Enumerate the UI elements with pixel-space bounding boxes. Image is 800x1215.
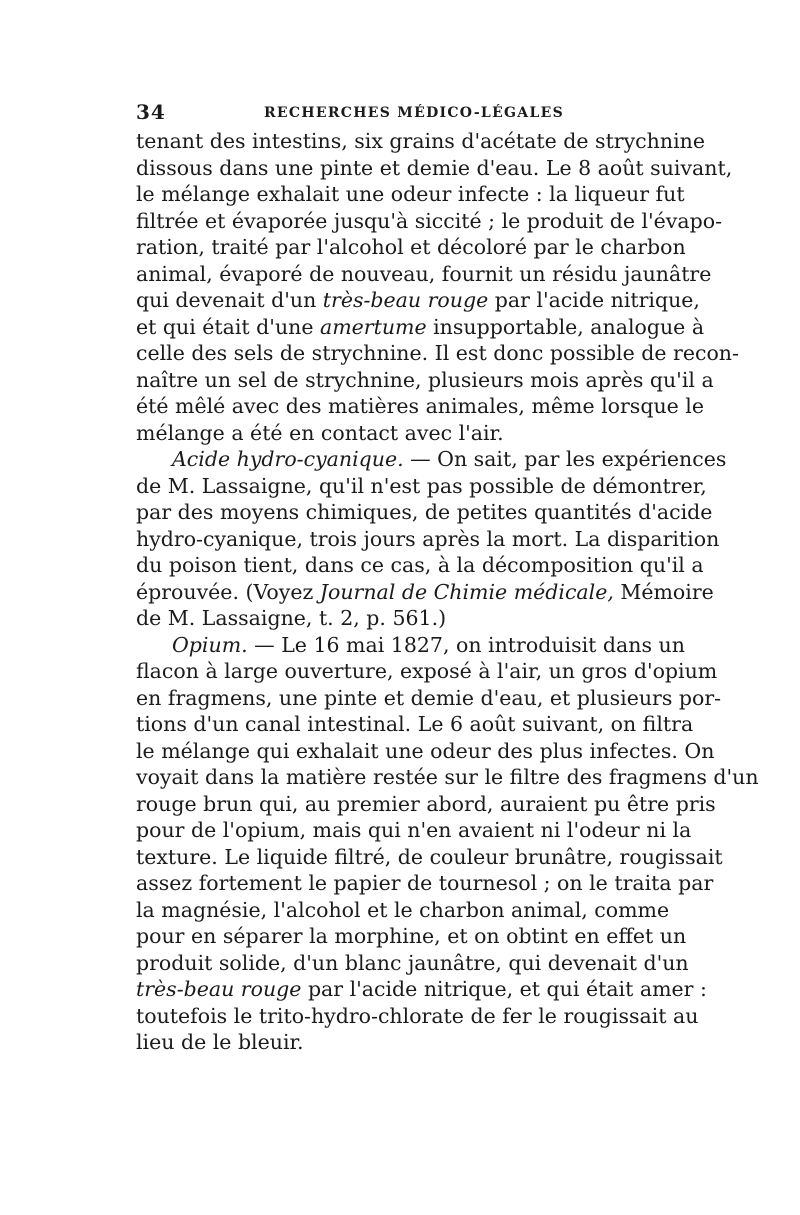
text-line: flacon à large ouverture, exposé à l'air, un gros d'opium <box>136 659 718 683</box>
text-line: naître un sel de strychnine, plusieurs mois après qu'il a <box>136 367 714 392</box>
text-line: la magnésie, l'alcohol et le charbon animal, comme <box>136 897 670 922</box>
text-line: Acide hydro-cyanique. — On sait, par les expériences <box>172 447 727 471</box>
text-line: dissous dans une pinte et demie d'eau. Le 8 août suivant, <box>136 155 733 180</box>
text-line: produit solide, d'un blanc jaunâtre, qui devenait d'un <box>136 950 689 975</box>
text-line: qui devenait d'un très-beau rouge par l'acide nitrique, <box>136 288 700 312</box>
text-line: toutefois le trito-hydro-chlorate de fer le rougissait au <box>136 1003 699 1028</box>
text-line: animal, évaporé de nouveau, fournit un résidu jaunâtre <box>136 261 712 286</box>
emphasis: amertume <box>320 314 427 339</box>
emphasis: très-beau rouge <box>322 288 489 312</box>
section-heading-acide-hydro-cyanique: Acide hydro-cyanique. <box>172 447 404 471</box>
text-line: très-beau rouge par l'acide nitrique, et qui était amer : <box>136 977 707 1001</box>
text-line: par des moyens chimiques, de petites quantités d'acide <box>136 500 713 524</box>
text-line: voyait dans la matière restée sur le filtre des fragmens d'un <box>136 765 759 789</box>
text-line: tenant des intestins, six grains d'acétate de strychnine <box>136 129 705 153</box>
text-line: ration, traité par l'alcohol et décoloré par le charbon <box>136 235 686 259</box>
body-text <box>136 128 759 1056</box>
text-line: en fragmens, une pinte et demie d'eau, et plusieurs por- <box>136 685 722 710</box>
text-line: filtrée et évaporée jusqu'à siccité ; le produit de l'évapo- <box>136 208 722 233</box>
emphasis: très-beau rouge <box>136 977 302 1001</box>
text-line: mélange a été en contact avec l'air. <box>136 420 504 445</box>
text-line: du poison tient, dans ce cas, à la décomposition qu'il a <box>136 553 704 577</box>
section-heading-opium: Opium. <box>172 632 248 657</box>
text-line: lieu de le bleuir. <box>136 1030 304 1054</box>
text-line: hydro-cyanique, trois jours après la mort. La disparition <box>136 526 720 551</box>
text-line: et qui était d'une amertume insupportable, analogue à <box>136 314 705 339</box>
text-line: assez fortement le papier de tournesol ; on le traita par <box>136 871 714 895</box>
text-line: rouge brun qui, au premier abord, auraient pu être pris <box>136 791 716 816</box>
text-line: de M. Lassaigne, qu'il n'est pas possible de démontrer, <box>136 473 707 498</box>
text-line: pour en séparer la morphine, et on obtint en effet un <box>136 924 687 948</box>
text-line: tions d'un canal intestinal. Le 6 août suivant, on filtra <box>136 712 694 736</box>
text-line: le mélange qui exhalait une odeur des plus infectes. On <box>136 738 715 763</box>
text-line: celle des sels de strychnine. Il est donc possible de recon- <box>136 341 739 365</box>
journal-title: Journal de Chimie médicale, <box>319 579 614 604</box>
page-number: 34 <box>136 100 166 124</box>
text-line: été mêlé avec des matières animales, même lorsque le <box>136 394 704 418</box>
running-head <box>136 100 666 130</box>
running-head-title: RECHERCHES MÉDICO-LÉGALES <box>264 105 564 121</box>
text-line: le mélange exhalait une odeur infecte : la liqueur fut <box>136 182 685 206</box>
text-line: texture. Le liquide filtré, de couleur brunâtre, rougissait <box>136 844 723 869</box>
text-line: Opium. — Le 16 mai 1827, on introduisit dans un <box>172 632 685 657</box>
text-line: éprouvée. (Voyez Journal de Chimie médicale, Mémoire <box>136 579 714 604</box>
text-line: de M. Lassaigne, t. 2, p. 561.) <box>136 606 447 630</box>
text-line: pour de l'opium, mais qui n'en avaient ni l'odeur ni la <box>136 818 692 842</box>
